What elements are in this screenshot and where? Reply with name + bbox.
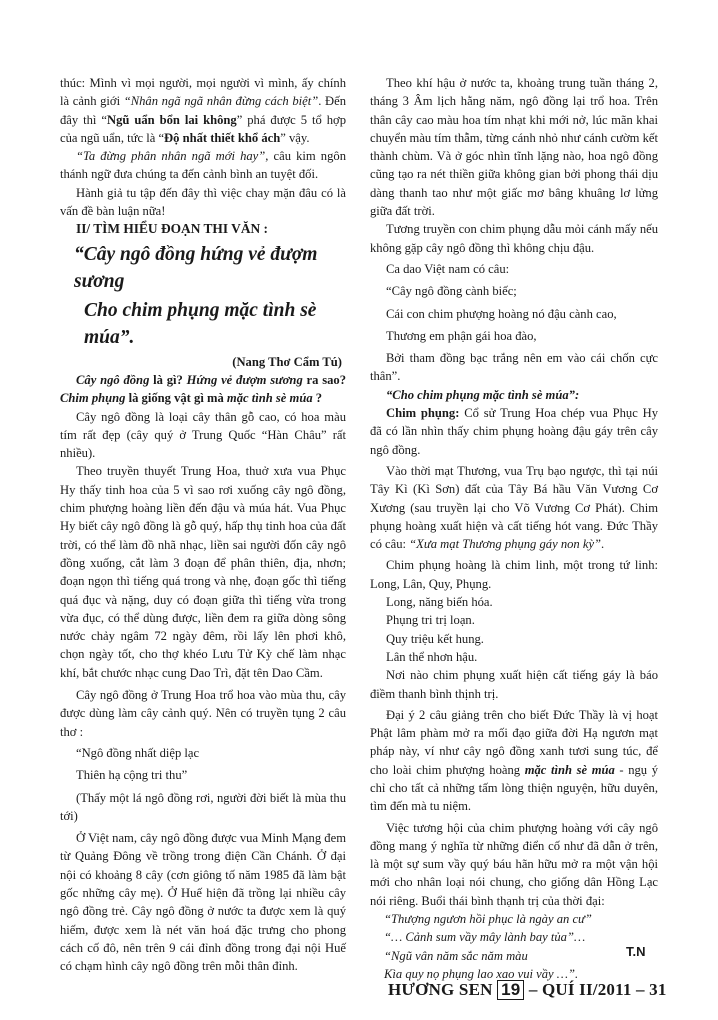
question [60, 371, 346, 408]
paragraph: Hành giả tu tập đến đây thì việc chay mặn đâu có là vấn đề bàn luận nữa! [60, 185, 346, 219]
text-italic: “Nhân ngã ngã nhân đừng cách biệt” [123, 94, 319, 109]
list-item: Quy triệu kết hung. [386, 631, 484, 646]
issue-number: 19 [497, 980, 524, 1000]
folk-verse-line: Cái con chim phượng hoàng nó đậu cành cao, [386, 306, 617, 321]
text-italic: “Xưa mạt Thương phụng gáy non kỳ” [409, 537, 602, 552]
folk-verse-line: Thương em phận gái hoa đào, [386, 328, 537, 343]
section-heading: II/ TÌM HIỂU ĐOẠN THI VĂN : [76, 221, 268, 237]
magazine-name: HƯƠNG SEN [388, 980, 493, 999]
paragraph: Cây ngô đồng ở Trung Hoa trổ hoa vào mùa thu, cây được dùng làm cây cảnh quý. Nên có truyền tụng 2 câu thơ : [60, 688, 346, 739]
paragraph: Ở Việt nam, cây ngô đồng được vua Minh Mạng đem từ Quảng Đông về trồng trong điện Cần Chánh. Ở đại nội có khoảng 8 cây (cơn giông tố năm 1985 đã làm bật gốc những cây mẹ). Ở Huế hiện đã trồng lại nhiều cây ngô đồng trẻ. Cây ngô đồng ở nước ta được xem là quý hiếm, được xem là nét văn hoá đặc trưng cho phong cách cố đô, nên trên 9 cái đỉnh đồng trong đại nội Huế có chạm hình cây ngô đồng trên mỗi thân đỉnh. [60, 831, 346, 974]
quote-line: “Ngũ vân năm sắc năm màu [384, 948, 528, 963]
text-bold-italic: mặc tình sè múa [524, 762, 615, 777]
page-footer [388, 980, 667, 1000]
paragraph: Nơi nào chim phụng xuất hiện cất tiếng gáy là báo điềm thanh bình thịnh trị. [370, 668, 658, 701]
paragraph [60, 74, 346, 147]
text: ” phá được 5 tổ hợp của ngũ uẩn, tức là “ [60, 112, 346, 145]
text-italic: “Ta đừng phân nhân ngã mới hay” [76, 149, 266, 164]
author-signature: T.N [626, 944, 646, 959]
text: . Đến đây thì “ [60, 94, 347, 127]
subheading: “Cho chim phụng mặc tình sè múa”: [386, 387, 580, 402]
folk-verse-line: Bởi tham đồng bạc trắng nên em vào cái chốn cực thân”. [370, 351, 658, 384]
text: , câu kim ngôn thánh ngữ đưa chúng ta đến cảnh bình an tuyệt đối. [60, 149, 346, 182]
quote-line: “Thượng ngươn hồi phục là ngày an cư” [384, 912, 592, 927]
verse-line: Cho chim phụng mặc tình sè múa”. [84, 299, 317, 348]
paragraph [370, 404, 658, 459]
paragraph [370, 706, 658, 816]
text: . [601, 537, 605, 552]
verse-line: “Cây ngô đồng hứng vẻ đượm sương [74, 243, 318, 292]
text: Cây ngô đồng [76, 372, 150, 387]
list-item: Long, năng biến hóa. [386, 595, 493, 610]
text: thúc: Mình vì mọi người, mọi người vì mình, ấy chính là cảnh giới [60, 76, 346, 109]
paragraph: Chim phụng hoàng là chim linh, một trong tứ linh: Long, Lân, Quy, Phụng. [370, 558, 658, 591]
paragraph: Theo khí hậu ở nước ta, khoảng trung tuần tháng 2, tháng 3 Âm lịch hằng năm, ngô đồng lại trổ hoa. Trên thân cây cao màu hoa tím nhạt khi mới nở, lúc mãn khai chuyển màu tím thẫm, từng cánh nhỏ như cánh cườm kết thành chùm. Và ở góc nhìn tĩnh lặng nào, hoa ngô đồng cũng tạo ra nét thiền giữa không gian bởi phong thái dịu dàng thanh tao như một giấc mơ bâng khuâng lơ lửng giữa đất trời. [370, 76, 658, 219]
text: Đại ý 2 câu giảng trên cho biết Đức Thầy là vị hoạt Phật lâm phàm mở ra mối đạo giữa đời Hạ ngươn mạt pháp này, ví như cây ngô đồng xanh tươi sung túc, để cho loài chim phượng hoàng [370, 707, 658, 777]
text: mặc tình sè múa [226, 391, 313, 406]
text: Chim phụng [60, 391, 126, 406]
quote-line: Kìa quy nọ phụng lao xao vui vầy …”. [384, 966, 579, 981]
text-bold: Chim phụng: [386, 406, 460, 421]
right-column [370, 74, 658, 983]
text: là giống vật gì mà [125, 391, 227, 406]
text: Vào thời mạt Thương, vua Trụ bạo ngược, thì tại núi Tây Kì (Kì Sơn) đất của Tây Bá hầu Văn Vương Cơ Xương (sau truyền lại cho Võ Vương Cơ Phát). Chim phụng hoàng xuất hiện và cất tiếng hót vang. Đức Thầy có câu: [370, 463, 658, 552]
text-bold: Ngũ uẩn bổn lai không [106, 112, 237, 127]
text: ra sao? [302, 372, 347, 387]
paragraph: Theo truyền thuyết Trung Hoa, thuở xưa vua Phục Hy thấy tinh hoa của 5 vì sao rơi xuống cây ngô đồng, chim phượng hoàng liền đến đậu và múa hát. Vua Phục Hy biết cây ngô đồng là gỗ quý, hấp thụ tinh hoa của đất trời, có thể làm đồ nhã nhạc, liền sai người đốn cây ngô đồng xuống, cắt làm 3 đoạn để phân thiên, địa, nhơn; đoạn ngọn thì tiếng quá trong và nhẹ, đoạn gốc thì tiếng quá đục và nặng, duy có đoạn giữa thì tiếng vừa trong vừa đục, có thể dùng được, liền đem ra giữa dòng sông nước chảy ngâm 72 ngày đêm, rồi lấy lên phơi khô, chọn ngày tốt, cho thợ khéo Lưu Tử Kỳ chế làm nhạc khí, bắt chước nhạc cung Dao Trì, đặt tên Dao Cầm. [60, 464, 346, 680]
text: Cổ sử Trung Hoa chép vua Phục Hy đã có lần nhìn thấy chim phụng hoàng đậu gáy trên cây ngô đồng. [370, 406, 658, 457]
paragraph: Ca dao Việt nam có câu: [386, 261, 510, 276]
text: ” vậy. [280, 130, 310, 145]
text: Hứng vẻ đượm sương [186, 372, 303, 387]
paragraph: Tương truyền con chim phụng dẫu mỏi cánh mấy nếu không gặp cây ngô đồng thì không chịu đậu. [370, 222, 658, 255]
verse-author: (Nang Thơ Cẩm Tú) [232, 354, 342, 369]
paragraph [370, 462, 658, 553]
poem-line: “Ngô đồng nhất diệp lạc [76, 745, 200, 760]
paragraph: Việc tương hội của chim phượng hoàng với cây ngô đồng mang ý nghĩa từ những điển cố như đã dẫn ở trên, là một sự sum vầy quý báu hãn hữu mở ra một vận hội mới cho nhân loại nói chung, cho giống dân Hồng Lạc nói riêng. Buổi thái bình thạnh trị của thời đại: [370, 820, 658, 908]
issue-date-page: – QUÍ II/2011 – 31 [528, 980, 667, 999]
list-item: Lân thể nhơn hậu. [386, 649, 478, 664]
paragraph: (Thấy một lá ngô đồng rơi, người đời biết là mùa thu tới) [60, 790, 346, 823]
paragraph [60, 147, 346, 184]
text: là gì? [149, 372, 187, 387]
left-column [60, 74, 346, 975]
quote-line: “… Cảnh sum vầy mây lành bay tủa”… [384, 930, 586, 945]
text: - ngụ ý chỉ cho tất cả những tấm lòng thiện nguyện, hữu duyên, tìm đến mà tu niệm. [370, 762, 658, 814]
text: ? [312, 391, 323, 406]
list-item: Phụng tri trị loạn. [386, 613, 475, 628]
folk-verse-line: “Cây ngô đồng cành biếc; [386, 284, 517, 299]
paragraph: Cây ngô đồng là loại cây thân gỗ cao, có hoa màu tím rất đẹp (cây quý ở Trung Quốc “Hàn Châu” rất nhiều). [60, 409, 346, 461]
poem-line: Thiên hạ cộng tri thu” [76, 768, 188, 783]
text-bold: Độ nhất thiết khổ ách [164, 130, 281, 145]
